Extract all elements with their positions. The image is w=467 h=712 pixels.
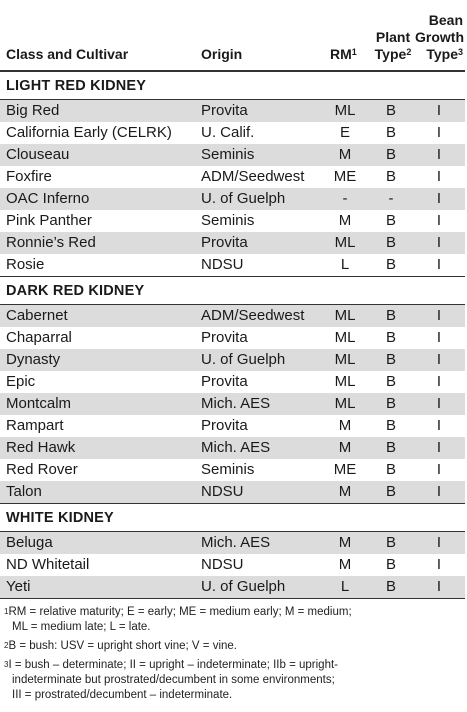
cell-bean-growth-type: I — [436, 373, 442, 390]
table-row — [0, 576, 465, 598]
cell-rm: ML — [334, 102, 356, 119]
table-row — [0, 100, 465, 122]
cell-origin: Mich. AES — [201, 395, 271, 412]
table-rule — [0, 503, 465, 504]
table-rule — [0, 598, 465, 599]
footnote-2-line1: B = bush: USV = upright short vine; V = vine. — [8, 640, 237, 652]
cell-cultivar: Yeti — [6, 578, 31, 595]
cell-cultivar: Dynasty — [6, 351, 61, 368]
header-plant-type — [374, 29, 412, 63]
cell-plant-type: B — [385, 578, 396, 595]
cell-plant-type: B — [385, 483, 396, 500]
table-rule — [0, 531, 465, 532]
cell-origin: Mich. AES — [201, 534, 271, 551]
table-row — [0, 305, 465, 327]
header-rm — [330, 46, 357, 63]
cell-cultivar: Foxfire — [6, 168, 52, 185]
table-rule — [0, 99, 465, 100]
cell-rm: ML — [334, 351, 356, 368]
table-row — [0, 166, 465, 188]
footnote-3-line1: I = bush – determinate; II = upright – indeterminate; IIb = upright- — [8, 659, 338, 671]
cell-origin: U. of Guelph — [201, 190, 286, 207]
cell-bean-growth-type: I — [436, 146, 442, 163]
cell-plant-type: B — [385, 351, 396, 368]
cell-cultivar: Cabernet — [6, 307, 68, 324]
table-row — [0, 254, 465, 276]
cell-cultivar: Epic — [6, 373, 36, 390]
cell-rm: - — [342, 190, 348, 207]
footnote-3-sup: 3 — [4, 660, 9, 669]
cell-plant-type: B — [385, 556, 396, 573]
cell-cultivar: Rampart — [6, 417, 64, 434]
cell-bean-growth-type: I — [436, 483, 442, 500]
cell-bean-growth-type: I — [436, 256, 442, 273]
cell-origin: ADM/Seedwest — [201, 168, 305, 185]
cell-origin: NDSU — [201, 483, 244, 500]
cell-rm: M — [338, 439, 352, 456]
cell-origin: Mich. AES — [201, 439, 271, 456]
table-row — [0, 210, 465, 232]
cell-plant-type: B — [385, 146, 396, 163]
table-row — [0, 415, 465, 437]
cell-bean-growth-type: I — [436, 329, 442, 346]
header-origin: Origin — [201, 46, 243, 62]
cell-cultivar: Beluga — [6, 534, 53, 551]
header-class-cultivar: Class and Cultivar — [6, 46, 129, 62]
cell-rm: ML — [334, 234, 356, 251]
table-row — [0, 349, 465, 371]
footnote-1-line1: RM = relative maturity; E = early; ME = medium early; M = medium; — [8, 606, 352, 618]
cell-bean-growth-type: I — [436, 439, 442, 456]
footnote-1-line2: ML = medium late; L = late. — [12, 621, 151, 633]
cell-plant-type: - — [388, 190, 394, 207]
cell-cultivar: ND Whitetail — [6, 556, 90, 573]
table-row — [0, 554, 465, 576]
cell-rm: E — [339, 124, 350, 141]
cell-bean-growth-type: I — [436, 534, 442, 551]
cell-cultivar: California Early (CELRK) — [6, 124, 172, 141]
cell-cultivar: Talon — [6, 483, 42, 500]
cell-plant-type: B — [385, 212, 396, 229]
section-title: LIGHT RED KIDNEY — [6, 78, 147, 94]
cell-rm: M — [338, 146, 352, 163]
cell-rm: L — [340, 578, 350, 595]
section-title: DARK RED KIDNEY — [6, 283, 145, 299]
cell-plant-type: B — [385, 439, 396, 456]
cell-bean-growth-type: I — [436, 190, 442, 207]
footnote-3-line3: III = prostrated/decumbent – indeterminate. — [12, 689, 233, 701]
cell-rm: ML — [334, 307, 356, 324]
cell-plant-type: B — [385, 234, 396, 251]
header-bean-line3: Type — [426, 46, 458, 62]
cell-cultivar: Pink Panther — [6, 212, 92, 229]
cell-cultivar: Montcalm — [6, 395, 72, 412]
cell-bean-growth-type: I — [436, 124, 442, 141]
table-row — [0, 232, 465, 254]
cell-bean-growth-type: I — [436, 461, 442, 478]
cell-origin: U. Calif. — [201, 124, 255, 141]
cell-rm: ME — [333, 168, 357, 185]
table-row — [0, 144, 465, 166]
cell-origin: Provita — [201, 417, 248, 434]
cell-rm: M — [338, 417, 352, 434]
cell-cultivar: Chaparral — [6, 329, 72, 346]
table-row — [0, 122, 465, 144]
cell-rm: M — [338, 556, 352, 573]
cell-origin: Provita — [201, 373, 248, 390]
header-bean-sup: 3 — [457, 47, 463, 57]
cell-bean-growth-type: I — [436, 102, 442, 119]
cell-cultivar: Ronnie’s Red — [6, 234, 96, 251]
cell-bean-growth-type: I — [436, 212, 442, 229]
cell-plant-type: B — [385, 534, 396, 551]
cell-plant-type: B — [385, 168, 396, 185]
cell-origin: Seminis — [201, 146, 255, 163]
cell-bean-growth-type: I — [436, 307, 442, 324]
cell-plant-type: B — [385, 256, 396, 273]
table-row — [0, 459, 465, 481]
cell-plant-type: B — [385, 307, 396, 324]
footnotes — [4, 605, 462, 707]
footnote-2-sup: 2 — [4, 641, 9, 650]
cell-origin: Provita — [201, 234, 248, 251]
cell-rm: M — [338, 534, 352, 551]
cell-plant-type: B — [385, 373, 396, 390]
cell-rm: M — [338, 483, 352, 500]
cell-rm: ML — [334, 329, 356, 346]
footnote-3 — [4, 658, 462, 703]
header-bean-line1: Bean — [428, 12, 463, 28]
cell-plant-type: B — [385, 329, 396, 346]
cell-plant-type: B — [385, 124, 396, 141]
footnote-3-line2: indeterminate but prostrated/decumbent in some environments; — [12, 674, 335, 686]
header-rm-label: RM — [330, 46, 352, 62]
table-row — [0, 188, 465, 210]
table-rule — [0, 70, 465, 72]
cell-cultivar: Big Red — [6, 102, 60, 119]
table-row — [0, 481, 465, 503]
cell-origin: Seminis — [201, 461, 255, 478]
cell-origin: U. of Guelph — [201, 351, 286, 368]
cell-origin: NDSU — [201, 556, 244, 573]
footnote-2 — [4, 639, 462, 654]
cell-origin: Seminis — [201, 212, 255, 229]
cell-plant-type: B — [385, 395, 396, 412]
cell-bean-growth-type: I — [436, 395, 442, 412]
cell-bean-growth-type: I — [436, 168, 442, 185]
cell-rm: L — [340, 256, 350, 273]
cell-bean-growth-type: I — [436, 578, 442, 595]
table-rule — [0, 304, 465, 305]
cell-plant-type: B — [385, 102, 396, 119]
table-header — [0, 0, 467, 72]
header-bean-growth-type — [415, 12, 463, 63]
footnote-1-sup: 1 — [4, 607, 9, 616]
cell-origin: NDSU — [201, 256, 244, 273]
table-row — [0, 437, 465, 459]
cell-origin: Provita — [201, 102, 248, 119]
table-rule — [0, 276, 465, 277]
cell-cultivar: Rosie — [6, 256, 45, 273]
cell-bean-growth-type: I — [436, 417, 442, 434]
cell-cultivar: Red Hawk — [6, 439, 76, 456]
cell-origin: Provita — [201, 329, 248, 346]
footnote-1 — [4, 605, 462, 635]
table-row — [0, 393, 465, 415]
section-title: WHITE KIDNEY — [6, 510, 114, 526]
cell-rm: ML — [334, 373, 356, 390]
header-plant-line1: Plant — [375, 29, 411, 45]
cell-rm: ME — [333, 461, 357, 478]
cell-plant-type: B — [385, 461, 396, 478]
cell-origin: U. of Guelph — [201, 578, 286, 595]
table-row — [0, 532, 465, 554]
cell-plant-type: B — [385, 417, 396, 434]
table-row — [0, 327, 465, 349]
table-row — [0, 371, 465, 393]
header-rm-sup: 1 — [351, 47, 357, 57]
cell-cultivar: OAC Inferno — [6, 190, 90, 207]
header-plant-sup: 2 — [406, 47, 412, 57]
cell-bean-growth-type: I — [436, 351, 442, 368]
cell-cultivar: Clouseau — [6, 146, 70, 163]
cell-bean-growth-type: I — [436, 234, 442, 251]
cell-rm: M — [338, 212, 352, 229]
cell-rm: ML — [334, 395, 356, 412]
cell-cultivar: Red Rover — [6, 461, 78, 478]
header-plant-line2: Type — [374, 46, 407, 62]
header-bean-line2: Growth — [415, 29, 464, 45]
cell-bean-growth-type: I — [436, 556, 442, 573]
cell-origin: ADM/Seedwest — [201, 307, 305, 324]
